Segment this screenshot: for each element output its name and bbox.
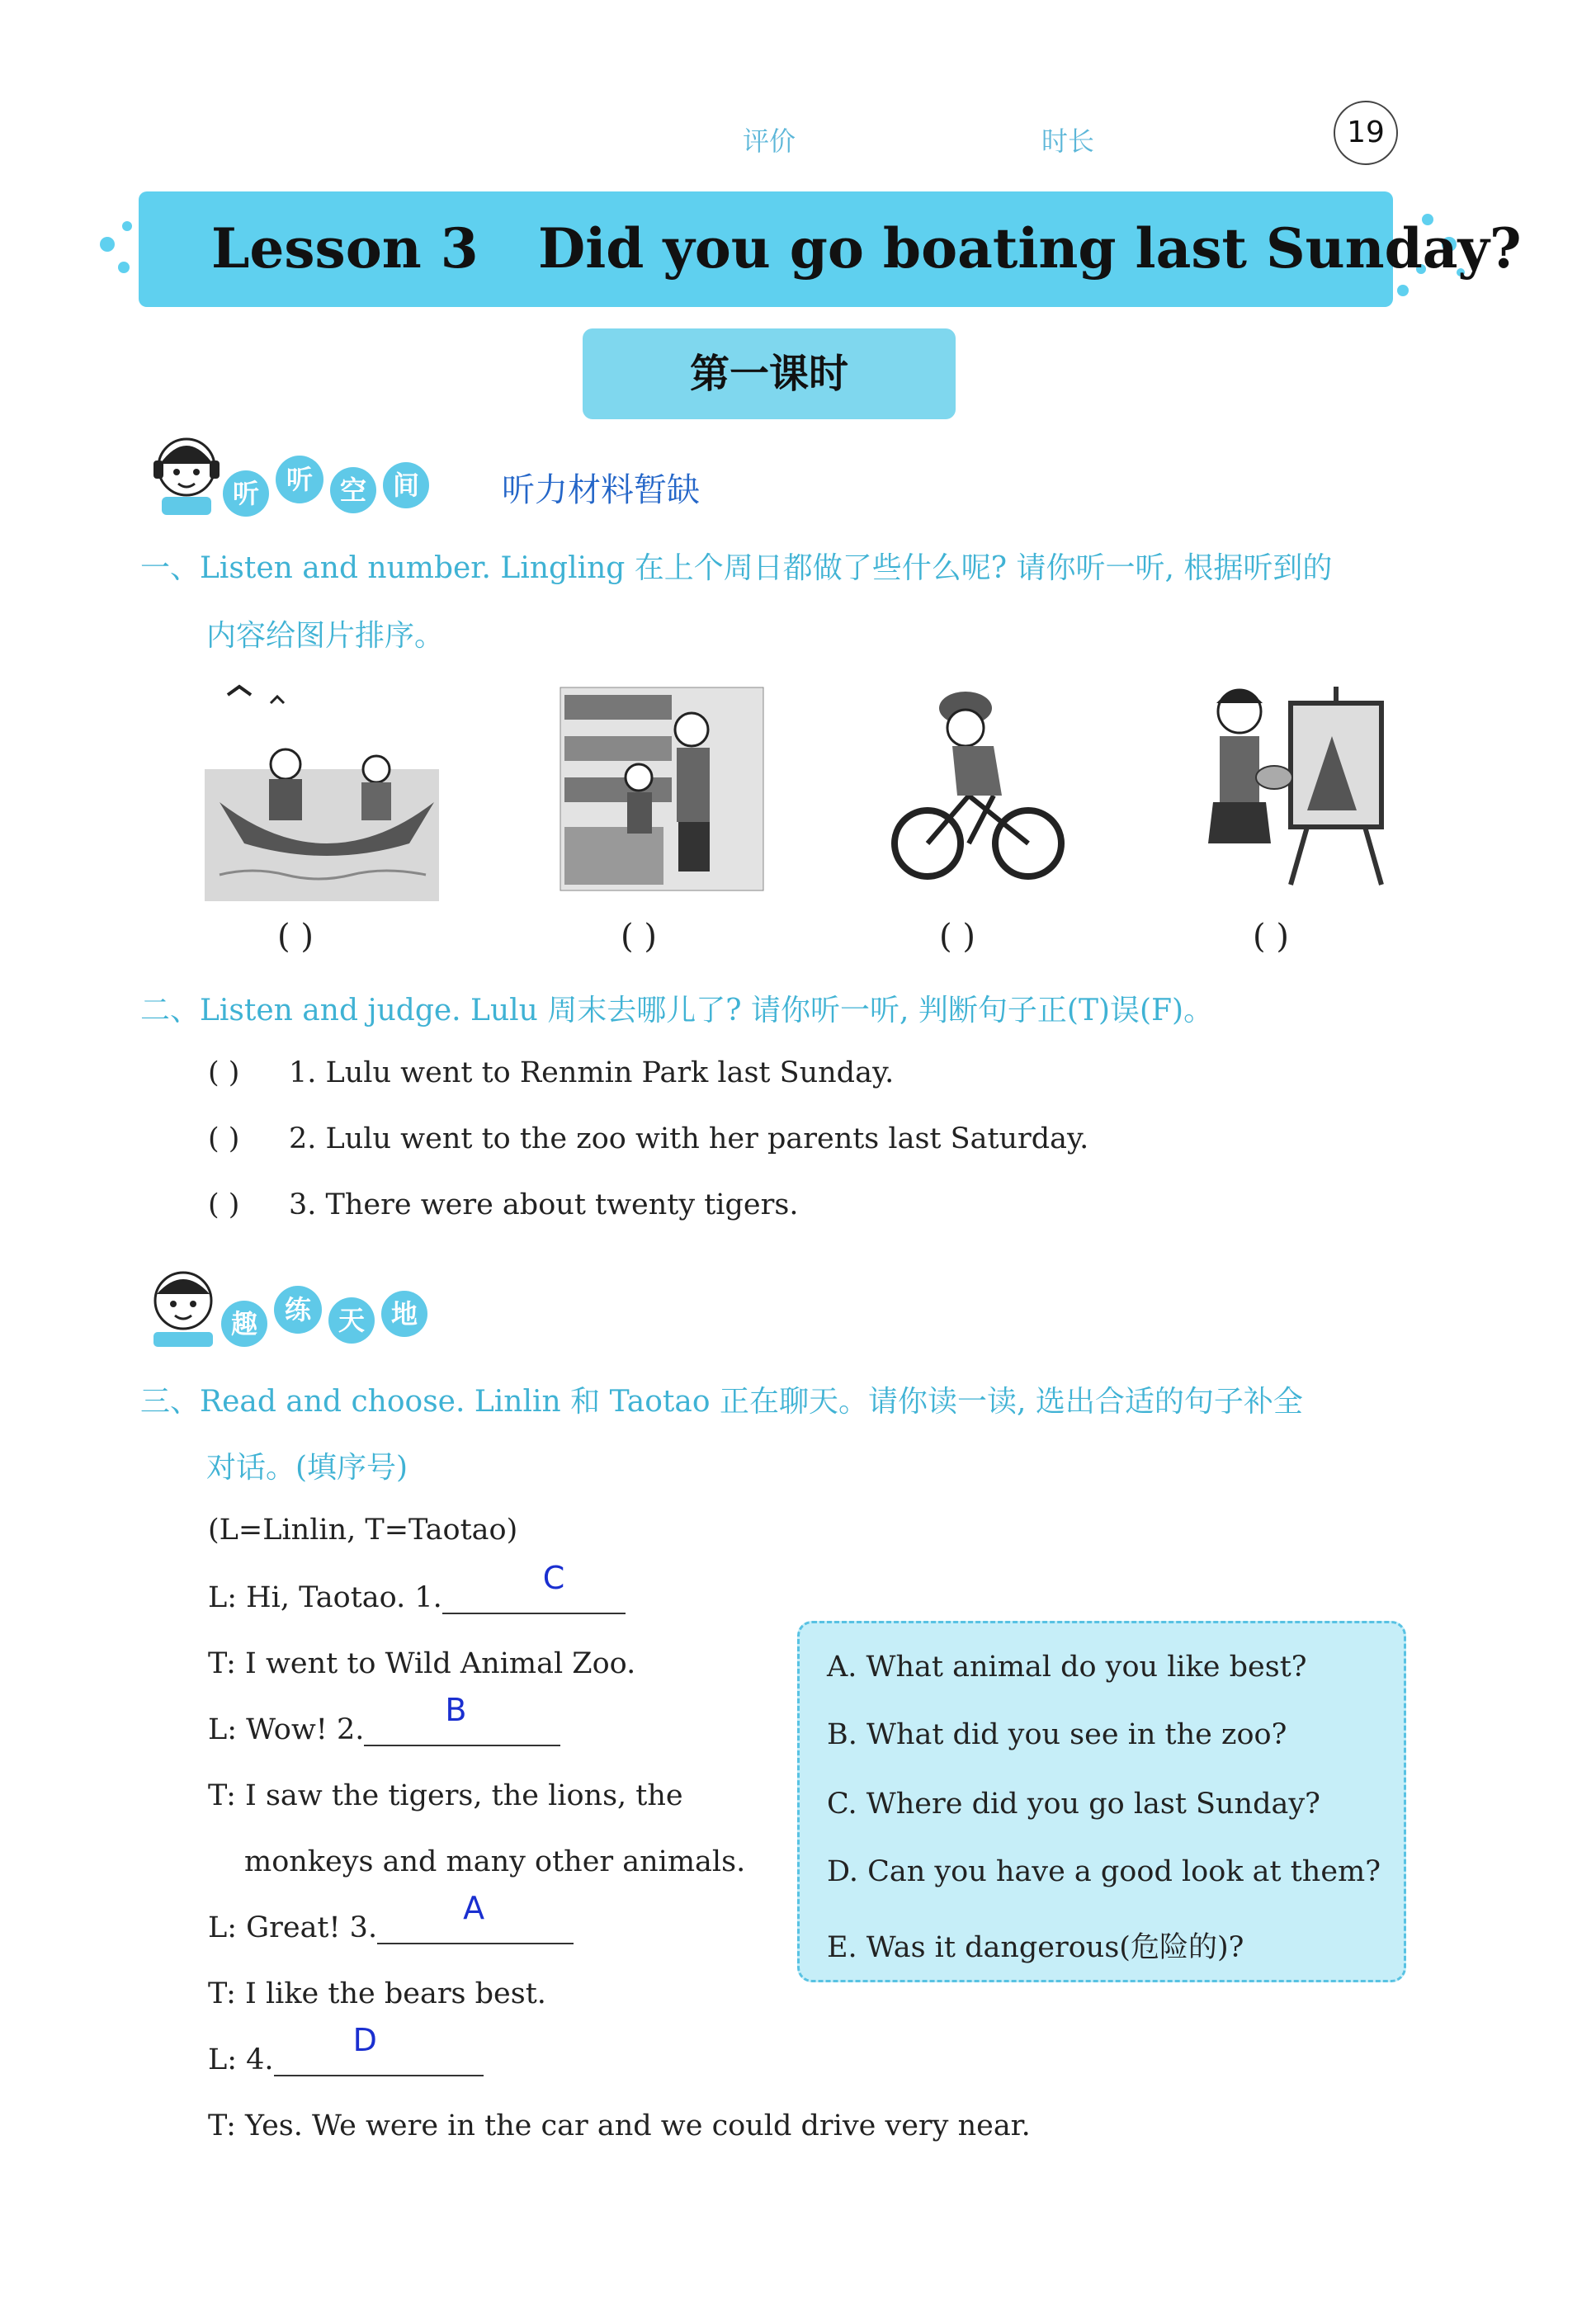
badge-char-tian: 天 xyxy=(328,1297,375,1344)
answer-1: C xyxy=(542,1560,565,1596)
q1-instruction-line2: 内容给图片排序。 xyxy=(206,619,445,653)
dialog-line-t3: T: I like the bears best. xyxy=(208,1977,546,2010)
option-c: C. Where did you go last Sunday? xyxy=(827,1788,1320,1821)
eval-label: 评价 xyxy=(743,125,796,157)
answer-2: B xyxy=(445,1692,467,1728)
badge-char-4: 间 xyxy=(383,462,429,508)
picture-answer-paren-4: ( ) xyxy=(1253,918,1289,956)
dialog-l1-text: L: Hi, Taotao. 1. xyxy=(208,1581,442,1614)
badge-char-3: 空 xyxy=(330,467,376,513)
boy-headphones-icon xyxy=(145,427,228,518)
boy-writing-icon xyxy=(142,1261,224,1352)
lesson-number: Lesson 3 xyxy=(211,216,479,281)
q3-instruction-line2: 对话。(填序号) xyxy=(206,1451,408,1485)
dialog-l2-text: L: Wow! 2. xyxy=(208,1713,365,1746)
answer-blank-2[interactable] xyxy=(364,1692,560,1746)
dialog-line-l4 xyxy=(208,2022,484,2076)
judge-paren-2: ( ) xyxy=(208,1122,240,1155)
dialog-line-l2 xyxy=(208,1692,560,1746)
judge-statement-1: 1. Lulu went to Renmin Park last Sunday. xyxy=(289,1056,895,1089)
option-e: E. Was it dangerous(危险的)? xyxy=(827,1931,1244,1964)
option-d: D. Can you have a good look at them? xyxy=(827,1855,1381,1888)
dialog-l3-text: L: Great! 3. xyxy=(208,1911,378,1944)
dialog-line-l1 xyxy=(208,1560,626,1614)
option-b: B. What did you see in the zoo? xyxy=(827,1718,1287,1751)
dialog-line-t1: T: I went to Wild Animal Zoo. xyxy=(208,1647,636,1680)
shopping-picture xyxy=(560,687,764,891)
dialog-line-t4: T: Yes. We were in the car and we could drive very near. xyxy=(208,2109,1031,2142)
judge-paren-1: ( ) xyxy=(208,1056,240,1089)
section-label: 第一课时 xyxy=(583,328,956,419)
answer-4: D xyxy=(352,2022,377,2058)
q3-instruction-line1: 三、Read and choose. Linlin 和 Taotao 正在聊天。请你读一读, 选出合适的句子补全 xyxy=(140,1385,1303,1419)
page-number: 19 xyxy=(1334,101,1398,165)
q1-instruction-line1: 一、Listen and number. Lingling 在上个周日都做了些什么呢? 请你听一听, 根据听到的 xyxy=(140,551,1333,585)
badge-char-qu: 趣 xyxy=(221,1301,267,1347)
dialog-line-l3 xyxy=(208,1890,574,1944)
judge-statement-3: 3. There were about twenty tigers. xyxy=(289,1188,799,1221)
dialog-line-t2a: T: I saw the tigers, the lions, the xyxy=(208,1779,683,1812)
badge-char-2: 听 xyxy=(276,456,323,503)
listening-note: 听力材料暂缺 xyxy=(502,471,700,509)
badge-char-di: 地 xyxy=(381,1291,427,1337)
cycling-picture xyxy=(878,680,1076,880)
answer-3: A xyxy=(463,1890,485,1926)
judge-paren-3: ( ) xyxy=(208,1188,240,1221)
q2-instruction: 二、Listen and judge. Lulu 周末去哪儿了? 请你听一听, 判断句子正(T)误(F)。 xyxy=(140,994,1214,1027)
dialog-line-t2b: monkeys and many other animals. xyxy=(244,1845,746,1878)
speaker-legend: (L=Linlin, T=Taotao) xyxy=(208,1514,518,1547)
time-label: 时长 xyxy=(1041,125,1095,157)
picture-answer-paren-2: ( ) xyxy=(621,918,657,956)
painting-picture xyxy=(1192,678,1396,886)
boating-picture xyxy=(203,678,442,903)
answer-blank-1[interactable] xyxy=(442,1560,626,1614)
dialog-l4-text: L: 4. xyxy=(208,2043,274,2076)
answer-blank-3[interactable] xyxy=(377,1890,574,1944)
option-a: A. What animal do you like best? xyxy=(827,1651,1307,1684)
lesson-title: Did you go boating last Sunday? xyxy=(538,216,1522,281)
picture-answer-paren-3: ( ) xyxy=(939,918,975,956)
picture-answer-paren-1: ( ) xyxy=(277,918,314,956)
answer-blank-4[interactable] xyxy=(274,2022,484,2076)
badge-char-lian: 练 xyxy=(274,1286,322,1334)
judge-statement-2: 2. Lulu went to the zoo with her parents last Saturday. xyxy=(289,1122,1089,1155)
badge-char-1: 听 xyxy=(223,470,269,517)
